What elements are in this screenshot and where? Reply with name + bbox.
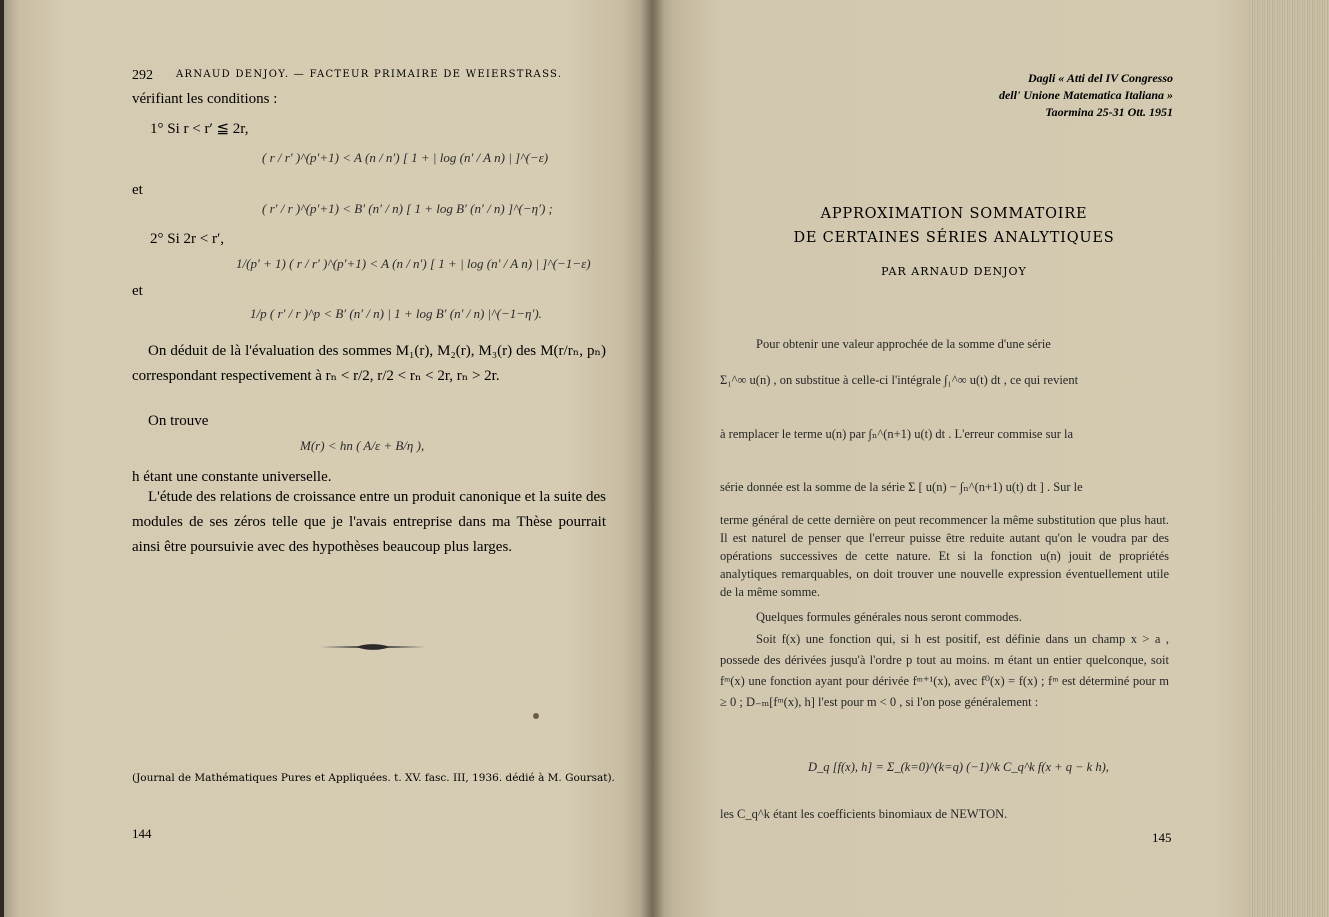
inequality-1: ( r / r′ )^(p′+1) < A (n / n′) [ 1 + | log (n′ / A n) | ]^(−ε) (262, 150, 549, 165)
closing-line: les C_q^k étant les coefficients binomiaux de NEWTON. (720, 807, 1008, 821)
footnote: (Journal de Mathématiques Pures et Appliquées. t. XV. fasc. III, 1936. dédié à M. Goursat). (132, 772, 615, 784)
right-page (652, 0, 1248, 917)
difference-formula: D_q [f(x), h] = Σ_(k=0)^(k=q) (−1)^k C_q^k f(x + q − k h), (808, 760, 1109, 774)
page-edges (1248, 0, 1329, 917)
right-page-number: 145 (1152, 830, 1172, 845)
intro-line-4: série donnée est la somme de la série Σ [ u(n) − ∫ₙ^(n+1) u(t) dt ] . Sur le (720, 480, 1083, 494)
intro-line-3: à remplacer le terme u(n) par ∫ₙ^(n+1) u(t) dt . L'erreur commise sur la (720, 427, 1074, 441)
running-head-title: ARNAUD DENJOY. — FACTEUR PRIMAIRE DE WEIERSTRASS. (176, 69, 563, 80)
inequality-4: 1/p ( r′ / r )^p < B′ (n′ / n) | 1 + log B′ (n′ / n) |^(−1−η′). (250, 306, 542, 321)
intro-line-2: Σ₁^∞ u(n) , on substitue à celle-ci l'intégrale ∫₁^∞ u(t) dt , ce qui revient (720, 373, 1079, 387)
main-formula: M(r) < hn ( A/ε + B/η ), (300, 438, 425, 453)
book-gutter (640, 0, 664, 917)
et-1: et (132, 182, 143, 198)
ornament-rule (318, 641, 428, 653)
intro-paragraph: terme général de cette dernière on peut recommencer la même substitution que plus haut. Il est naturel de penser que l'erreur puisse être reduite autant qu'on le voudra par des opérations successives de cette nature. Et si la fonction u(n) jouit de propriétés analytiques remarquables, on doit trouver une nouvelle expression éventuellement utile de la même somme. (720, 513, 1169, 599)
ink-spot (533, 713, 539, 719)
left-page-number: 144 (132, 826, 152, 841)
article-title-1: APPROXIMATION SOMMATOIRE (820, 206, 1088, 222)
inequality-3: 1/(p′ + 1) ( r / r′ )^(p′+1) < A (n / n′) [ 1 + | log (n′ / A n) | ]^(−1−ε) (236, 256, 591, 271)
proceedings-header-1: Dagli « Atti del IV Congresso (1027, 71, 1173, 85)
author-byline: PAR ARNAUD DENJOY (881, 265, 1027, 278)
intro-line-1: Pour obtenir une valeur approchée de la somme d'une série (756, 337, 1051, 351)
article-title-2: DE CERTAINES SÉRIES ANALYTIQUES (793, 230, 1115, 246)
proceedings-header-3: Taormina 25-31 Ott. 1951 (1045, 105, 1173, 119)
function-paragraph: Soit f(x) une fonction qui, si h est positif, est définie dans un champ x > a , possede des dérivées jusqu'à l'ordre p tout au moins. m étant un entier quelconque, soit fᵐ(x) une fonction ayant pour dérivée fᵐ⁺¹(x), avec f⁰(x) = f(x) ; fᵐ est déterminé pour m ≥ 0 ; D₋ₘ[fᵐ(x), h] l'est pour m < 0 , si l'on pose généralement : (720, 632, 1169, 709)
formulas-intro: Quelques formules générales nous seront commodes. (756, 610, 1022, 624)
inequality-2: ( r′ / r )^(p′+1) < B′ (n′ / n) [ 1 + log B′ (n′ / n) ]^(−η′) ; (262, 201, 553, 216)
et-2: et (132, 283, 143, 299)
condition-2: 2° Si 2r < r′, (150, 231, 224, 247)
paragraph-growth: L'étude des relations de croissance entre un produit canonique et la suite des modules de ses zéros telle que je l'avais entreprise dans ma Thèse pourrait ainsi être poursuivie avec des hypothèses beaucoup plus larges. (132, 489, 606, 555)
running-head-page: 292 (132, 68, 153, 83)
constant-line: h étant une constante universelle. (132, 469, 332, 485)
on-trouve: On trouve (148, 413, 209, 429)
proceedings-header-2: dell' Unione Matematica Italiana » (998, 88, 1173, 102)
paragraph-sums: On déduit de là l'évaluation des sommes M₁(r), M₂(r), M₃(r) des M(r/rₙ, pₙ) correspondant respectivement à rₙ < r/2, r/2 < rₙ < 2r, rₙ > 2r. (132, 343, 606, 384)
condition-1: 1° Si r < r′ ≦ 2r, (150, 121, 249, 137)
verifiant-line: vérifiant les conditions : (132, 91, 278, 107)
